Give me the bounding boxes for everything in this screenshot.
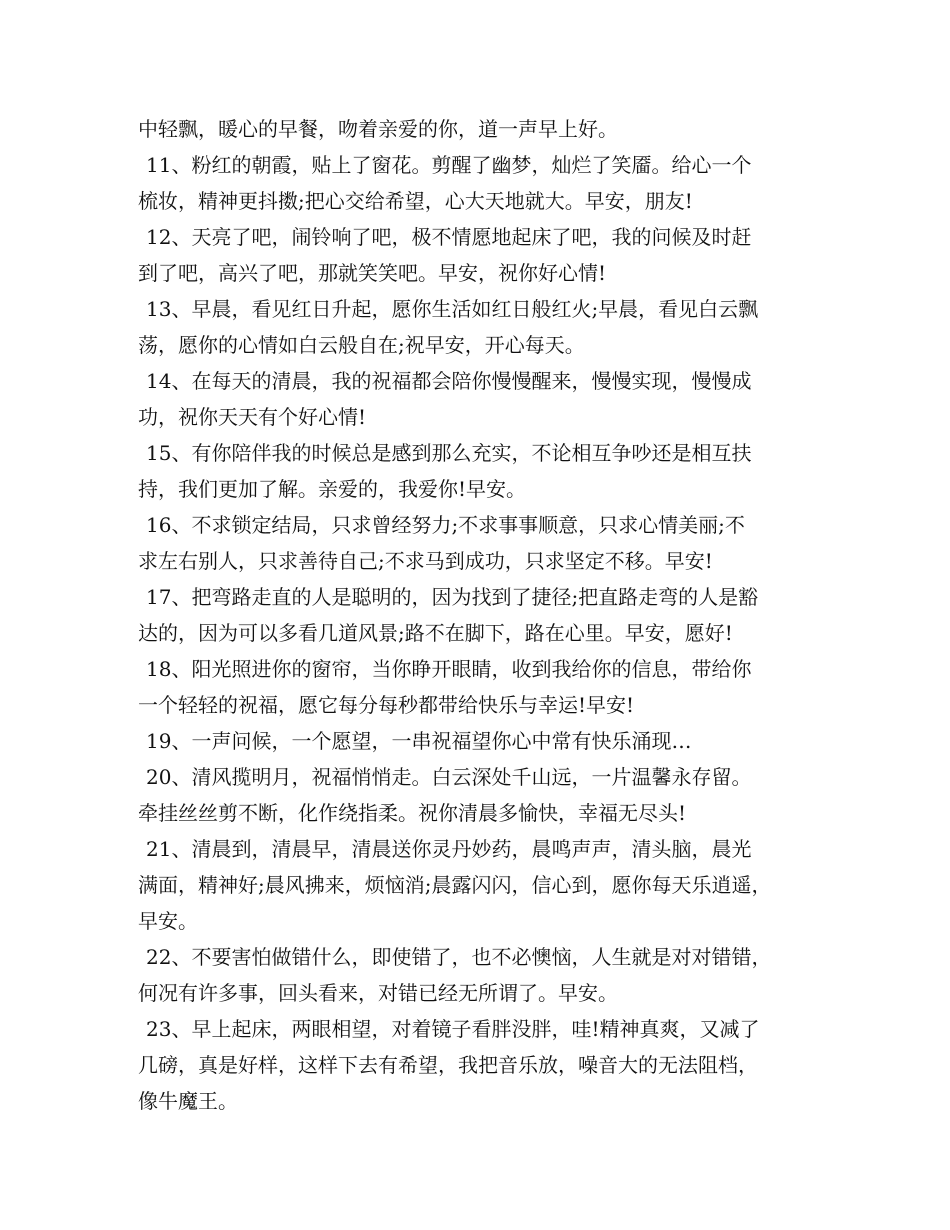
text-line: 16、不求锁定结局，只求曾经努力;不求事事顺意，只求心情美丽;不: [146, 513, 745, 537]
text-line: 22、不要害怕做错什么，即使错了，也不必懊恼，人生就是对对错错，: [146, 945, 772, 969]
text-line: 持，我们更加了解。亲爱的，我爱你!早安。: [138, 477, 527, 501]
text-line: 梳妆，精神更抖擞;把心交给希望，心大天地就大。早安，朋友!: [138, 189, 693, 213]
text-line: 牵挂丝丝剪不断，化作绕指柔。祝你清晨多愉快，幸福无尽头!: [138, 801, 687, 825]
text-line: 达的，因为可以多看几道风景;路不在脚下，路在心里。早安，愿好!: [138, 621, 733, 645]
text-line: 18、阳光照进你的窗帘，当你睁开眼睛，收到我给你的信息，带给你: [146, 657, 752, 681]
text-line: 中轻飘，暖心的早餐，吻着亲爱的你，道一声早上好。: [138, 117, 618, 141]
text-line: 功，祝你天天有个好心情!: [138, 405, 367, 429]
text-line: 到了吧，高兴了吧，那就笑笑吧。早安，祝你好心情!: [138, 261, 607, 285]
text-line: 荡，愿你的心情如白云般自在;祝早安，开心每天。: [138, 333, 585, 357]
text-line: 20、清风揽明月，祝福悄悄走。白云深处千山远，一片温馨永存留。: [146, 765, 752, 789]
text-line: 15、有你陪伴我的时候总是感到那么充实，不论相互争吵还是相互扶: [146, 441, 752, 465]
text-line: 23、早上起床，两眼相望，对着镜子看胖没胖，哇!精神真爽，又减了: [146, 1017, 760, 1041]
text-line: 11、粉红的朝霞，贴上了窗花。剪醒了幽梦，灿烂了笑靥。给心一个: [146, 153, 752, 177]
text-line: 21、清晨到，清晨早，清晨送你灵丹妙药，晨鸣声声，清头脑，晨光: [146, 837, 752, 861]
text-line: 像牛魔王。: [138, 1089, 238, 1113]
text-line: 满面，精神好;晨风拂来，烦恼消;晨露闪闪，信心到，愿你每天乐逍遥，: [138, 873, 772, 897]
text-line: 一个轻轻的祝福，愿它每分每秒都带给快乐与幸运!早安!: [138, 693, 635, 717]
text-line: 13、早晨，看见红日升起，愿你生活如红日般红火;早晨，看见白云飘: [146, 297, 759, 321]
document-body: [138, 111, 828, 1119]
text-line: 17、把弯路走直的人是聪明的，因为找到了捷径;把直路走弯的人是豁: [146, 585, 759, 609]
text-line: 12、天亮了吧，闹铃响了吧，极不情愿地起床了吧，我的问候及时赶: [146, 225, 752, 249]
text-line: 何况有许多事，回头看来，对错已经无所谓了。早安。: [138, 981, 618, 1005]
text-line: 几磅，真是好样，这样下去有希望，我把音乐放，噪音大的无法阻档，: [138, 1053, 758, 1077]
text-line: 19、一声问候，一个愿望，一串祝福望你心中常有快乐涌现…: [146, 729, 692, 753]
text-line: 早安。: [138, 909, 198, 933]
text-line: 求左右别人，只求善待自己;不求马到成功，只求坚定不移。早安!: [138, 549, 713, 573]
text-line: 14、在每天的清晨，我的祝福都会陪你慢慢醒来，慢慢实现，慢慢成: [146, 369, 752, 393]
